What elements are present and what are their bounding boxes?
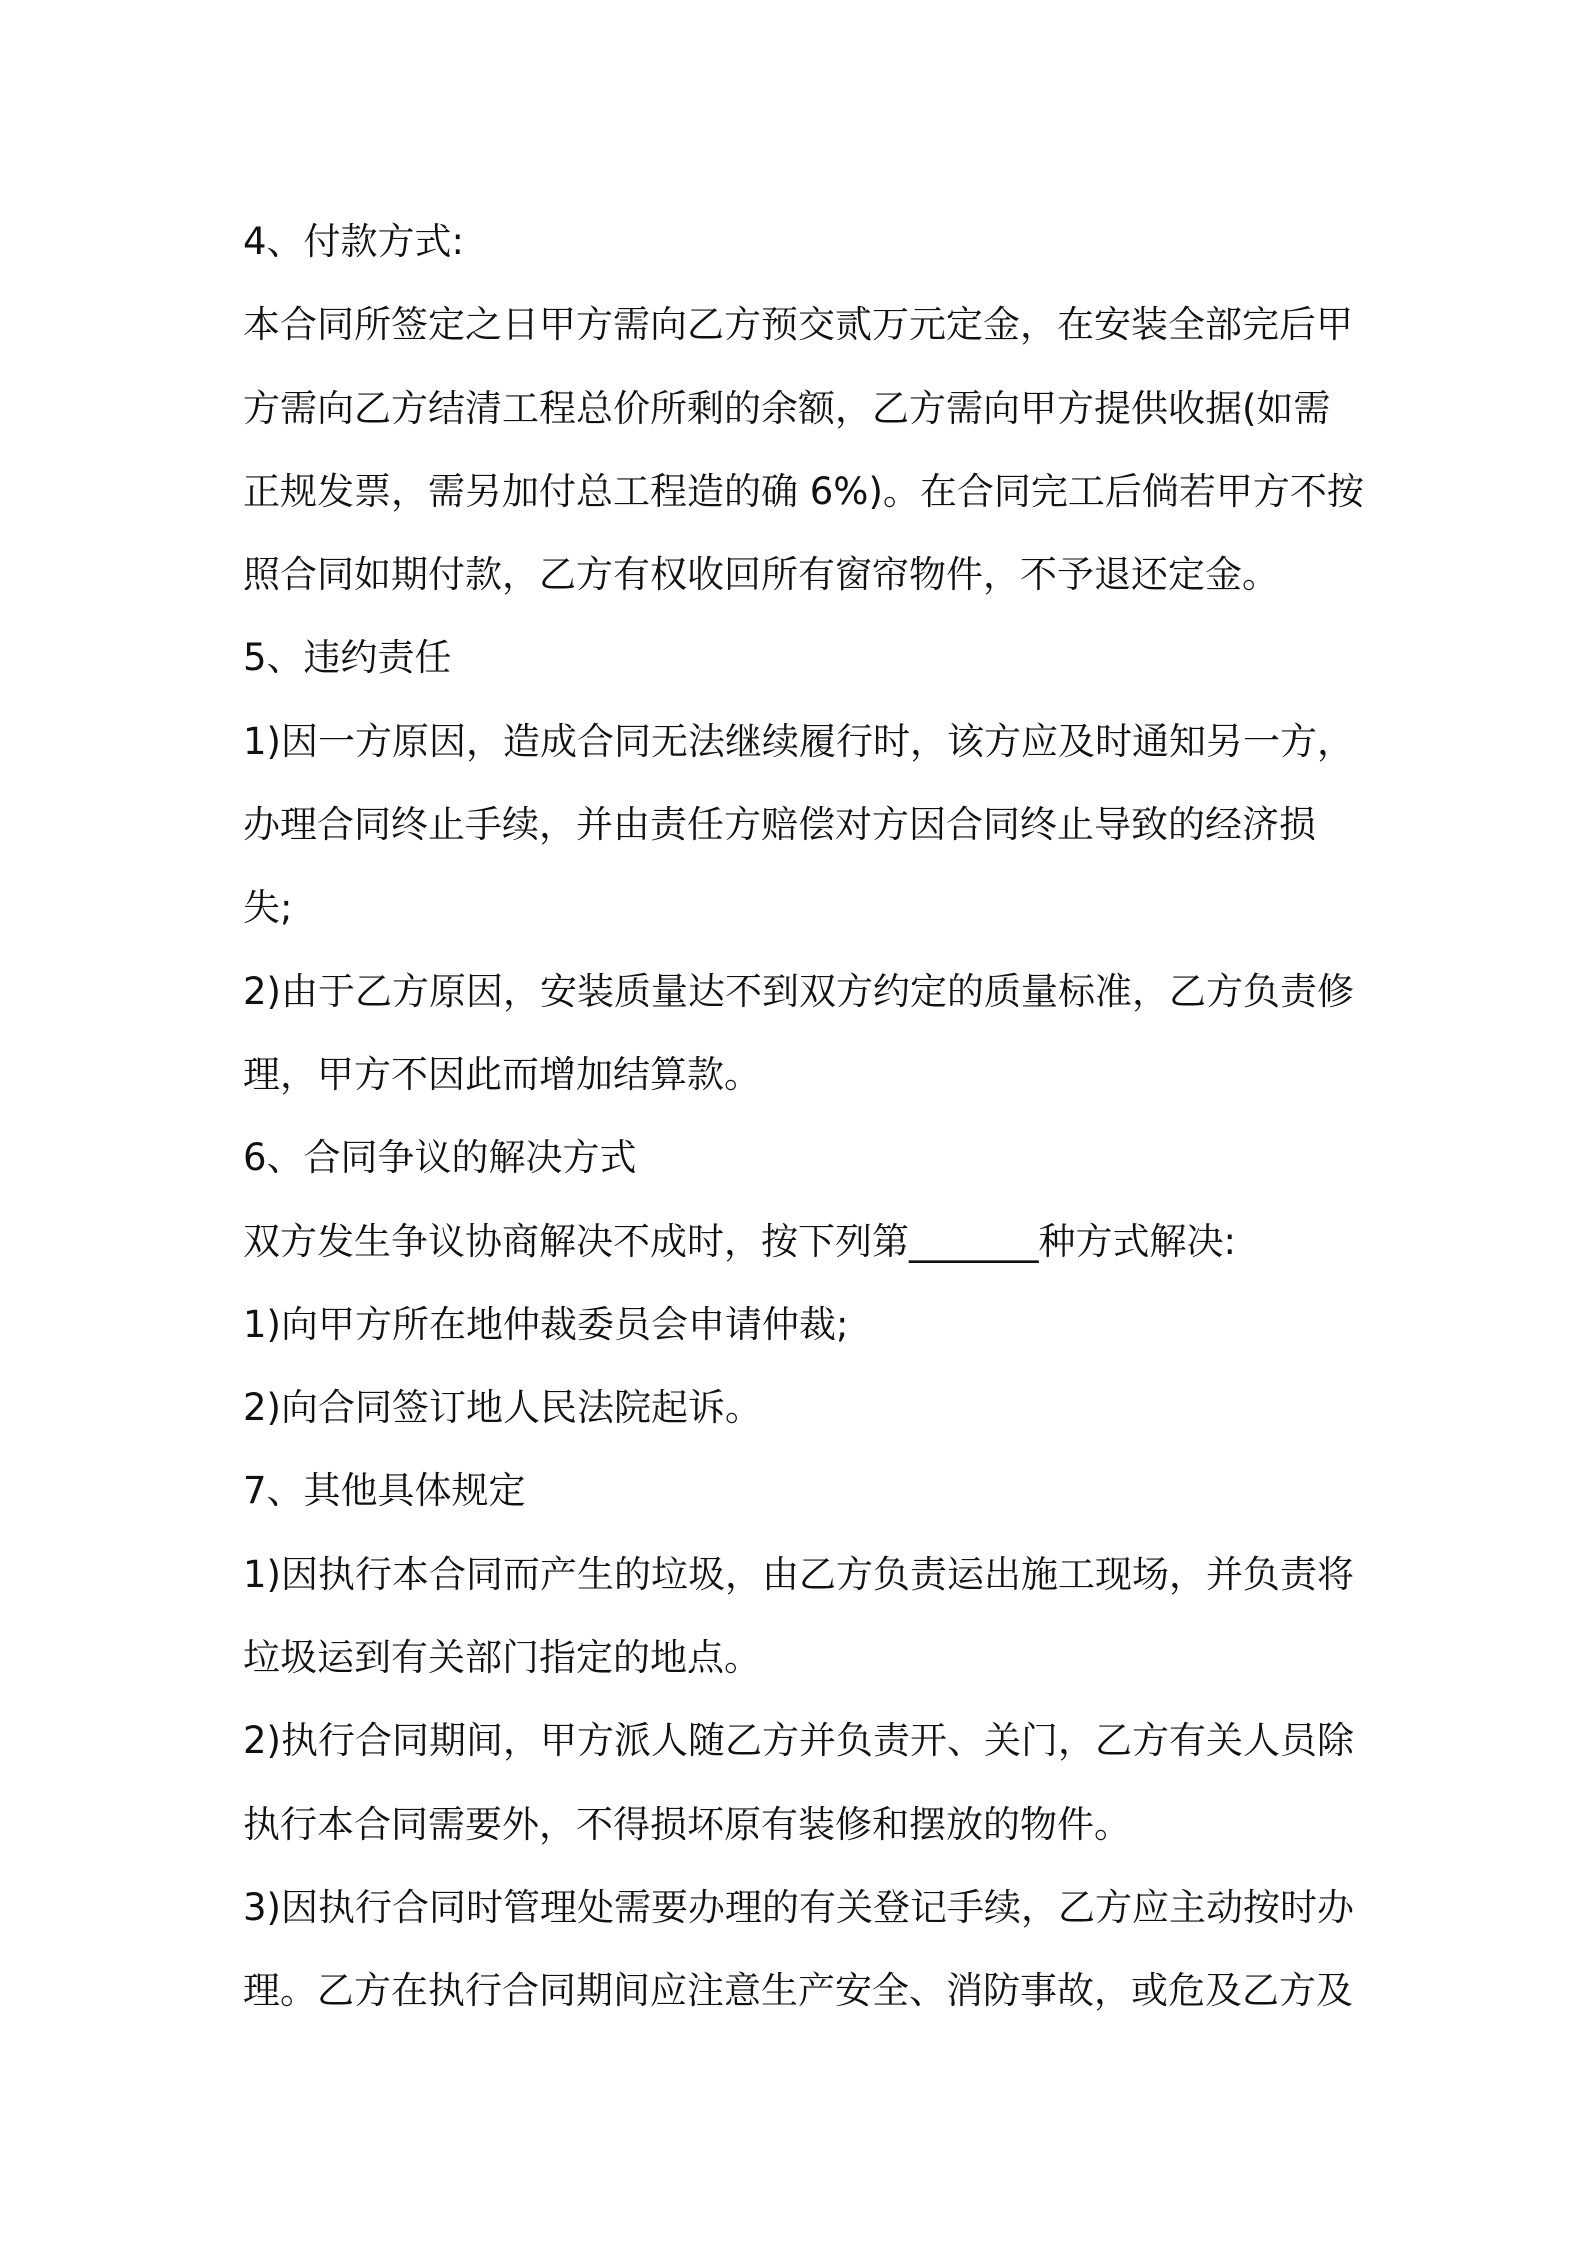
section-heading-dispute: 6、合同争议的解决方式 — [243, 1136, 637, 1180]
paragraph-line: 2)执行合同期间，甲方派人随乙方并负责开、关门，乙方有关人员除 — [243, 1719, 1354, 1763]
paragraph-line: 1)向甲方所在地仲裁委员会申请仲裁; — [243, 1302, 849, 1346]
paragraph-line: 3)因执行合同时管理处需要办理的有关登记手续，乙方应主动按时办 — [243, 1885, 1354, 1929]
section-heading-breach: 5、违约责任 — [243, 636, 452, 680]
paragraph-line: 失; — [243, 886, 293, 930]
paragraph-line: 垃圾运到有关部门指定的地点。 — [243, 1636, 761, 1680]
paragraph-line: 理。乙方在执行合同期间应注意生产安全、消防事故，或危及乙方及 — [243, 1969, 1353, 2013]
section-heading-payment: 4、付款方式: — [243, 220, 465, 263]
paragraph-line: 办理合同终止手续，并由责任方赔偿对方因合同终止导致的经济损 — [243, 803, 1316, 847]
section-heading-other: 7、其他具体规定 — [243, 1469, 526, 1513]
paragraph-line: 2)由于乙方原因，安装质量达不到双方约定的质量标准，乙方负责修 — [243, 969, 1354, 1013]
paragraph-line: 照合同如期付款，乙方有权收回所有窗帘物件，不予退还定金。 — [243, 553, 1279, 597]
paragraph-line: 执行本合同需要外，不得损坏原有装修和摆放的物件。 — [243, 1802, 1131, 1846]
paragraph-line: 1)因一方原因，造成合同无法继续履行时，该方应及时通知另一方， — [243, 719, 1354, 763]
paragraph-line: 1)因执行本合同而产生的垃圾，由乙方负责运出施工现场，并负责将 — [243, 1552, 1354, 1596]
paragraph-line: 2)向合同签订地人民法院起诉。 — [243, 1386, 762, 1430]
document-body — [243, 200, 1363, 2033]
paragraph-line: 双方发生争议协商解决不成时，按下列第_______种方式解决: — [243, 1219, 1236, 1263]
paragraph-line: 正规发票，需另加付总工程造的确 6%)。在合同完工后倘若甲方不按 — [243, 469, 1364, 513]
paragraph-line: 方需向乙方结清工程总价所剩的余额，乙方需向甲方提供收据(如需 — [243, 386, 1331, 430]
paragraph-line: 理，甲方不因此而增加结算款。 — [243, 1052, 761, 1096]
paragraph-line: 本合同所签定之日甲方需向乙方预交贰万元定金，在安装全部完后甲 — [243, 303, 1353, 347]
